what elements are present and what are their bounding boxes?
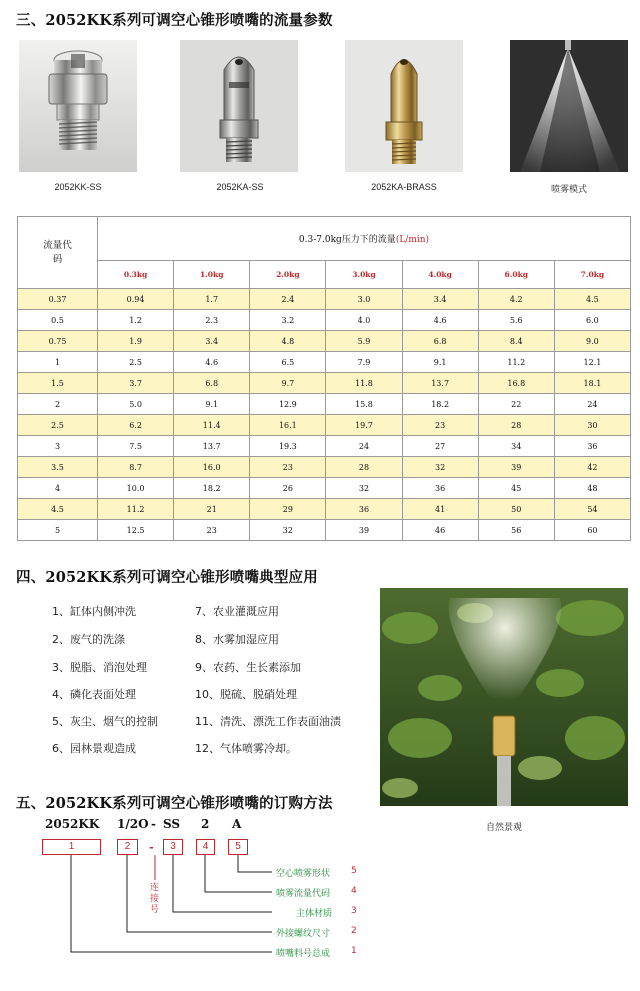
flow-value-cell: 10.0 <box>98 478 174 499</box>
flow-value-cell: 8.4 <box>478 331 554 352</box>
pressure-header-text: 0.3-7.0kg压力下的流量 <box>298 235 396 245</box>
table-row <box>18 478 631 499</box>
code-box-dash: - <box>149 841 154 854</box>
flow-value-cell: 3.7 <box>98 373 174 394</box>
legend-flow-code: 喷雾流量代码 <box>276 889 331 899</box>
flow-value-cell: 9.1 <box>174 394 250 415</box>
legend-num-4: 4 <box>351 886 357 896</box>
flow-value-cell: 0.94 <box>98 289 174 310</box>
flow-value-cell: 1.9 <box>98 331 174 352</box>
flow-code-cell: 3.5 <box>18 457 98 478</box>
application-item: 9、农药、生长素添加 <box>195 661 301 674</box>
flow-value-cell: 1.7 <box>174 289 250 310</box>
pressure-cell: 4.0kg <box>402 261 478 289</box>
flow-code-cell: 0.37 <box>18 289 98 310</box>
flow-value-cell: 13.7 <box>174 436 250 457</box>
flow-value-cell: 23 <box>402 415 478 436</box>
flow-code-cell: 3 <box>18 436 98 457</box>
flow-value-cell: 18.2 <box>402 394 478 415</box>
flow-code-cell: 1.5 <box>18 373 98 394</box>
flow-value-cell: 5.9 <box>326 331 402 352</box>
code-part-dash: - <box>151 817 156 831</box>
application-item: 8、水雾加湿应用 <box>195 633 279 646</box>
flow-value-cell: 6.8 <box>402 331 478 352</box>
table-row <box>18 415 631 436</box>
flow-value-cell: 3.2 <box>250 310 326 331</box>
flow-value-cell: 27 <box>402 436 478 457</box>
flow-value-cell: 22 <box>478 394 554 415</box>
flow-code-cell: 1 <box>18 352 98 373</box>
application-item: 1、缸体内侧冲洗 <box>52 605 136 618</box>
flow-value-cell: 4.8 <box>250 331 326 352</box>
flow-value-cell: 6.5 <box>250 352 326 373</box>
flow-value-cell: 4.6 <box>402 310 478 331</box>
flow-value-cell: 12.9 <box>250 394 326 415</box>
flow-value-cell: 8.7 <box>98 457 174 478</box>
flow-value-cell: 54 <box>554 499 630 520</box>
flow-value-cell: 16.8 <box>478 373 554 394</box>
flow-value-cell: 19.3 <box>250 436 326 457</box>
flow-code-cell: 4.5 <box>18 499 98 520</box>
flow-value-cell: 12.5 <box>98 520 174 541</box>
code-box-1: 1 <box>42 839 101 855</box>
pressure-cell: 6.0kg <box>478 261 554 289</box>
flow-value-cell: 30 <box>554 415 630 436</box>
section-5-title: 五、2052KK系列可调空心锥形喷嘴的订购方法 <box>16 795 333 812</box>
flow-rate-table <box>17 216 631 541</box>
flow-value-cell: 60 <box>554 520 630 541</box>
pressure-cell: 0.3kg <box>98 261 174 289</box>
code-part-model: 2052KK <box>45 817 100 831</box>
flow-value-cell: 6.8 <box>174 373 250 394</box>
flow-value-cell: 39 <box>326 520 402 541</box>
flow-value-cell: 11.8 <box>326 373 402 394</box>
flow-value-cell: 24 <box>326 436 402 457</box>
table-row <box>18 352 631 373</box>
table-header-row <box>18 217 631 261</box>
flow-value-cell: 36 <box>402 478 478 499</box>
flow-value-cell: 11.4 <box>174 415 250 436</box>
flow-value-cell: 39 <box>478 457 554 478</box>
flow-value-cell: 24 <box>554 394 630 415</box>
flow-value-cell: 3.4 <box>174 331 250 352</box>
flow-value-cell: 48 <box>554 478 630 499</box>
flow-code-cell: 4 <box>18 478 98 499</box>
flow-value-cell: 29 <box>250 499 326 520</box>
flow-code-cell: 2 <box>18 394 98 415</box>
pressure-cell: 3.0kg <box>326 261 402 289</box>
flow-value-cell: 36 <box>554 436 630 457</box>
flow-value-cell: 4.0 <box>326 310 402 331</box>
flow-value-cell: 32 <box>402 457 478 478</box>
table-row <box>18 289 631 310</box>
flow-value-cell: 9.7 <box>250 373 326 394</box>
code-box-5: 5 <box>228 839 248 855</box>
table-body <box>18 289 631 541</box>
flow-code-cell: 2.5 <box>18 415 98 436</box>
legend-num-2: 2 <box>351 926 357 936</box>
nozzle-2052kk-ss-photo <box>19 40 137 172</box>
flow-value-cell: 32 <box>250 520 326 541</box>
flow-value-cell: 2.3 <box>174 310 250 331</box>
flow-value-cell: 6.2 <box>98 415 174 436</box>
photo-caption-3: 2052KA-BRASS <box>371 182 437 192</box>
flow-value-cell: 9.1 <box>402 352 478 373</box>
code-part-material: SS <box>163 817 181 831</box>
flow-value-cell: 18.1 <box>554 373 630 394</box>
nozzle-2052ka-brass-photo <box>345 40 463 172</box>
flow-value-cell: 26 <box>250 478 326 499</box>
flow-value-cell: 4.2 <box>478 289 554 310</box>
table-row <box>18 520 631 541</box>
legend-num-1: 1 <box>351 946 357 956</box>
flow-value-cell: 28 <box>478 415 554 436</box>
spray-pattern-photo <box>510 40 628 172</box>
flow-value-cell: 23 <box>250 457 326 478</box>
flow-value-cell: 3.4 <box>402 289 478 310</box>
nozzle-2052ka-ss-photo <box>180 40 298 172</box>
flow-value-cell: 15.8 <box>326 394 402 415</box>
flow-value-cell: 41 <box>402 499 478 520</box>
code-part-flow: 2 <box>201 817 210 831</box>
application-item: 12、气体喷雾冷却。 <box>195 742 297 755</box>
photo-caption-4: 喷雾模式 <box>550 184 587 194</box>
code-part-pattern: A <box>232 817 242 831</box>
flow-value-cell: 32 <box>326 478 402 499</box>
flow-value-cell: 56 <box>478 520 554 541</box>
flow-value-cell: 11.2 <box>478 352 554 373</box>
flow-value-cell: 18.2 <box>174 478 250 499</box>
code-box-3: 3 <box>163 839 183 855</box>
flow-value-cell: 7.5 <box>98 436 174 457</box>
flow-value-cell: 3.0 <box>326 289 402 310</box>
code-box-4: 4 <box>196 839 215 855</box>
legend-assembly: 喷嘴料号总成 <box>276 949 331 959</box>
table-row <box>18 436 631 457</box>
pressure-header <box>98 217 631 261</box>
code-part-thread: 1/2O <box>117 817 149 831</box>
pressure-row <box>18 261 631 289</box>
pressure-cell: 1.0kg <box>174 261 250 289</box>
flow-value-cell: 23 <box>174 520 250 541</box>
flow-value-cell: 6.0 <box>554 310 630 331</box>
flow-value-cell: 16.0 <box>174 457 250 478</box>
pressure-cell: 2.0kg <box>250 261 326 289</box>
garden-spray-photo <box>380 588 628 806</box>
application-item: 11、清洗、漂洗工作表面油渍 <box>195 715 341 728</box>
application-item: 3、脱脂、消泡处理 <box>52 661 147 674</box>
flow-value-cell: 5.0 <box>98 394 174 415</box>
flow-value-cell: 1.2 <box>98 310 174 331</box>
table-row <box>18 373 631 394</box>
flow-code-cell: 0.75 <box>18 331 98 352</box>
section-3-title: 三、2052KK系列可调空心锥形喷嘴的流量参数 <box>16 12 333 29</box>
flow-value-cell: 2.5 <box>98 352 174 373</box>
table-row <box>18 457 631 478</box>
flow-value-cell: 11.2 <box>98 499 174 520</box>
flow-value-cell: 19.7 <box>326 415 402 436</box>
photo-caption-2: 2052KA-SS <box>216 182 264 192</box>
application-item: 4、磷化表面处理 <box>52 688 136 701</box>
flow-code-header-text: 流量代码 <box>43 239 72 265</box>
flow-value-cell: 46 <box>402 520 478 541</box>
table-row <box>18 331 631 352</box>
photo-caption-1: 2052KK-SS <box>54 182 102 192</box>
legend-pattern: 空心喷雾形状 <box>276 869 331 879</box>
legend-num-5: 5 <box>351 866 357 876</box>
flow-value-cell: 16.1 <box>250 415 326 436</box>
flow-code-header <box>18 217 98 289</box>
table-row <box>18 310 631 331</box>
flow-value-cell: 36 <box>326 499 402 520</box>
application-item: 7、农业灌溉应用 <box>195 605 279 618</box>
flow-value-cell: 5.6 <box>478 310 554 331</box>
flow-value-cell: 13.7 <box>402 373 478 394</box>
flow-value-cell: 42 <box>554 457 630 478</box>
table-row <box>18 499 631 520</box>
flow-code-cell: 5 <box>18 520 98 541</box>
flow-value-cell: 7.9 <box>326 352 402 373</box>
section-4-title: 四、2052KK系列可调空心锥形喷嘴典型应用 <box>16 569 318 586</box>
legend-num-3: 3 <box>351 906 357 916</box>
code-box-2: 2 <box>117 839 138 855</box>
table-row <box>18 394 631 415</box>
pressure-unit: (L/min) <box>395 235 430 245</box>
legend-thread: 外接螺纹尺寸 <box>276 929 331 939</box>
pressure-cell: 7.0kg <box>554 261 630 289</box>
connector-label: 连接号 <box>150 883 160 915</box>
flow-value-cell: 50 <box>478 499 554 520</box>
flow-code-cell: 0.5 <box>18 310 98 331</box>
application-item: 5、灰尘、烟气的控制 <box>52 715 158 728</box>
application-item: 2、废气的洗涤 <box>52 633 125 646</box>
application-item: 10、脱硫、脱硝处理 <box>195 688 297 701</box>
legend-material: 主体材质 <box>296 909 333 919</box>
flow-value-cell: 45 <box>478 478 554 499</box>
flow-value-cell: 34 <box>478 436 554 457</box>
flow-value-cell: 9.0 <box>554 331 630 352</box>
flow-value-cell: 28 <box>326 457 402 478</box>
flow-value-cell: 4.6 <box>174 352 250 373</box>
garden-photo-caption: 自然景观 <box>485 823 522 833</box>
flow-value-cell: 12.1 <box>554 352 630 373</box>
application-item: 6、园林景观造成 <box>52 742 136 755</box>
flow-value-cell: 21 <box>174 499 250 520</box>
flow-value-cell: 4.5 <box>554 289 630 310</box>
flow-value-cell: 2.4 <box>250 289 326 310</box>
